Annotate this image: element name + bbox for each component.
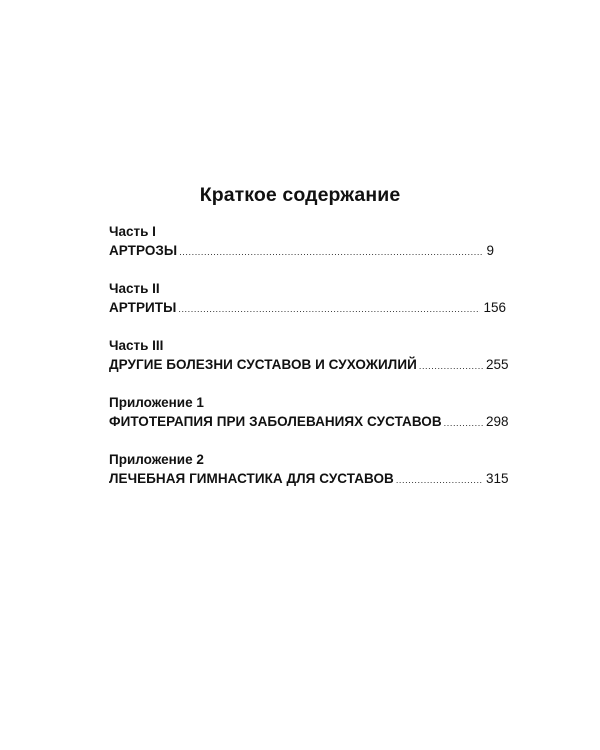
entry-title: АРТРОЗЫ bbox=[109, 243, 178, 258]
entry-title: ФИТОТЕРАПИЯ ПРИ ЗАБОЛЕВАНИЯХ СУСТАВОВ bbox=[109, 414, 442, 429]
entry-line bbox=[109, 413, 509, 432]
toc-entry bbox=[109, 451, 509, 489]
toc-list bbox=[109, 223, 509, 508]
page-number: 315 bbox=[486, 471, 509, 486]
part-label: Приложение 2 bbox=[109, 452, 204, 467]
entry-line bbox=[109, 356, 509, 375]
part-label: Приложение 1 bbox=[109, 395, 204, 410]
entry-title: ЛЕЧЕБНАЯ ГИМНАСТИКА ДЛЯ СУСТАВОВ bbox=[109, 471, 394, 486]
dot-leader bbox=[178, 301, 480, 318]
toc-title: Краткое содержание bbox=[199, 184, 401, 206]
page-number: 298 bbox=[486, 414, 509, 429]
toc-entry bbox=[109, 394, 509, 432]
toc-entry bbox=[109, 280, 506, 318]
dot-leader bbox=[444, 415, 483, 432]
entry-title: АРТРИТЫ bbox=[109, 300, 177, 315]
toc-entry bbox=[109, 223, 494, 261]
entry-title: ДРУГИЕ БОЛЕЗНИ СУСТАВОВ И СУХОЖИЛИЙ bbox=[109, 357, 417, 372]
entry-line bbox=[109, 470, 509, 489]
dot-leader bbox=[419, 358, 483, 375]
entry-line bbox=[109, 242, 494, 261]
page-number: 9 bbox=[486, 243, 494, 258]
page-number: 156 bbox=[483, 300, 506, 315]
dot-leader bbox=[179, 244, 483, 261]
dot-leader bbox=[396, 472, 483, 489]
page-number: 255 bbox=[486, 357, 509, 372]
part-label: Часть I bbox=[109, 224, 156, 239]
toc-entry bbox=[109, 337, 509, 375]
part-label: Часть III bbox=[109, 338, 164, 353]
entry-line bbox=[109, 299, 506, 318]
part-label: Часть II bbox=[109, 281, 160, 296]
